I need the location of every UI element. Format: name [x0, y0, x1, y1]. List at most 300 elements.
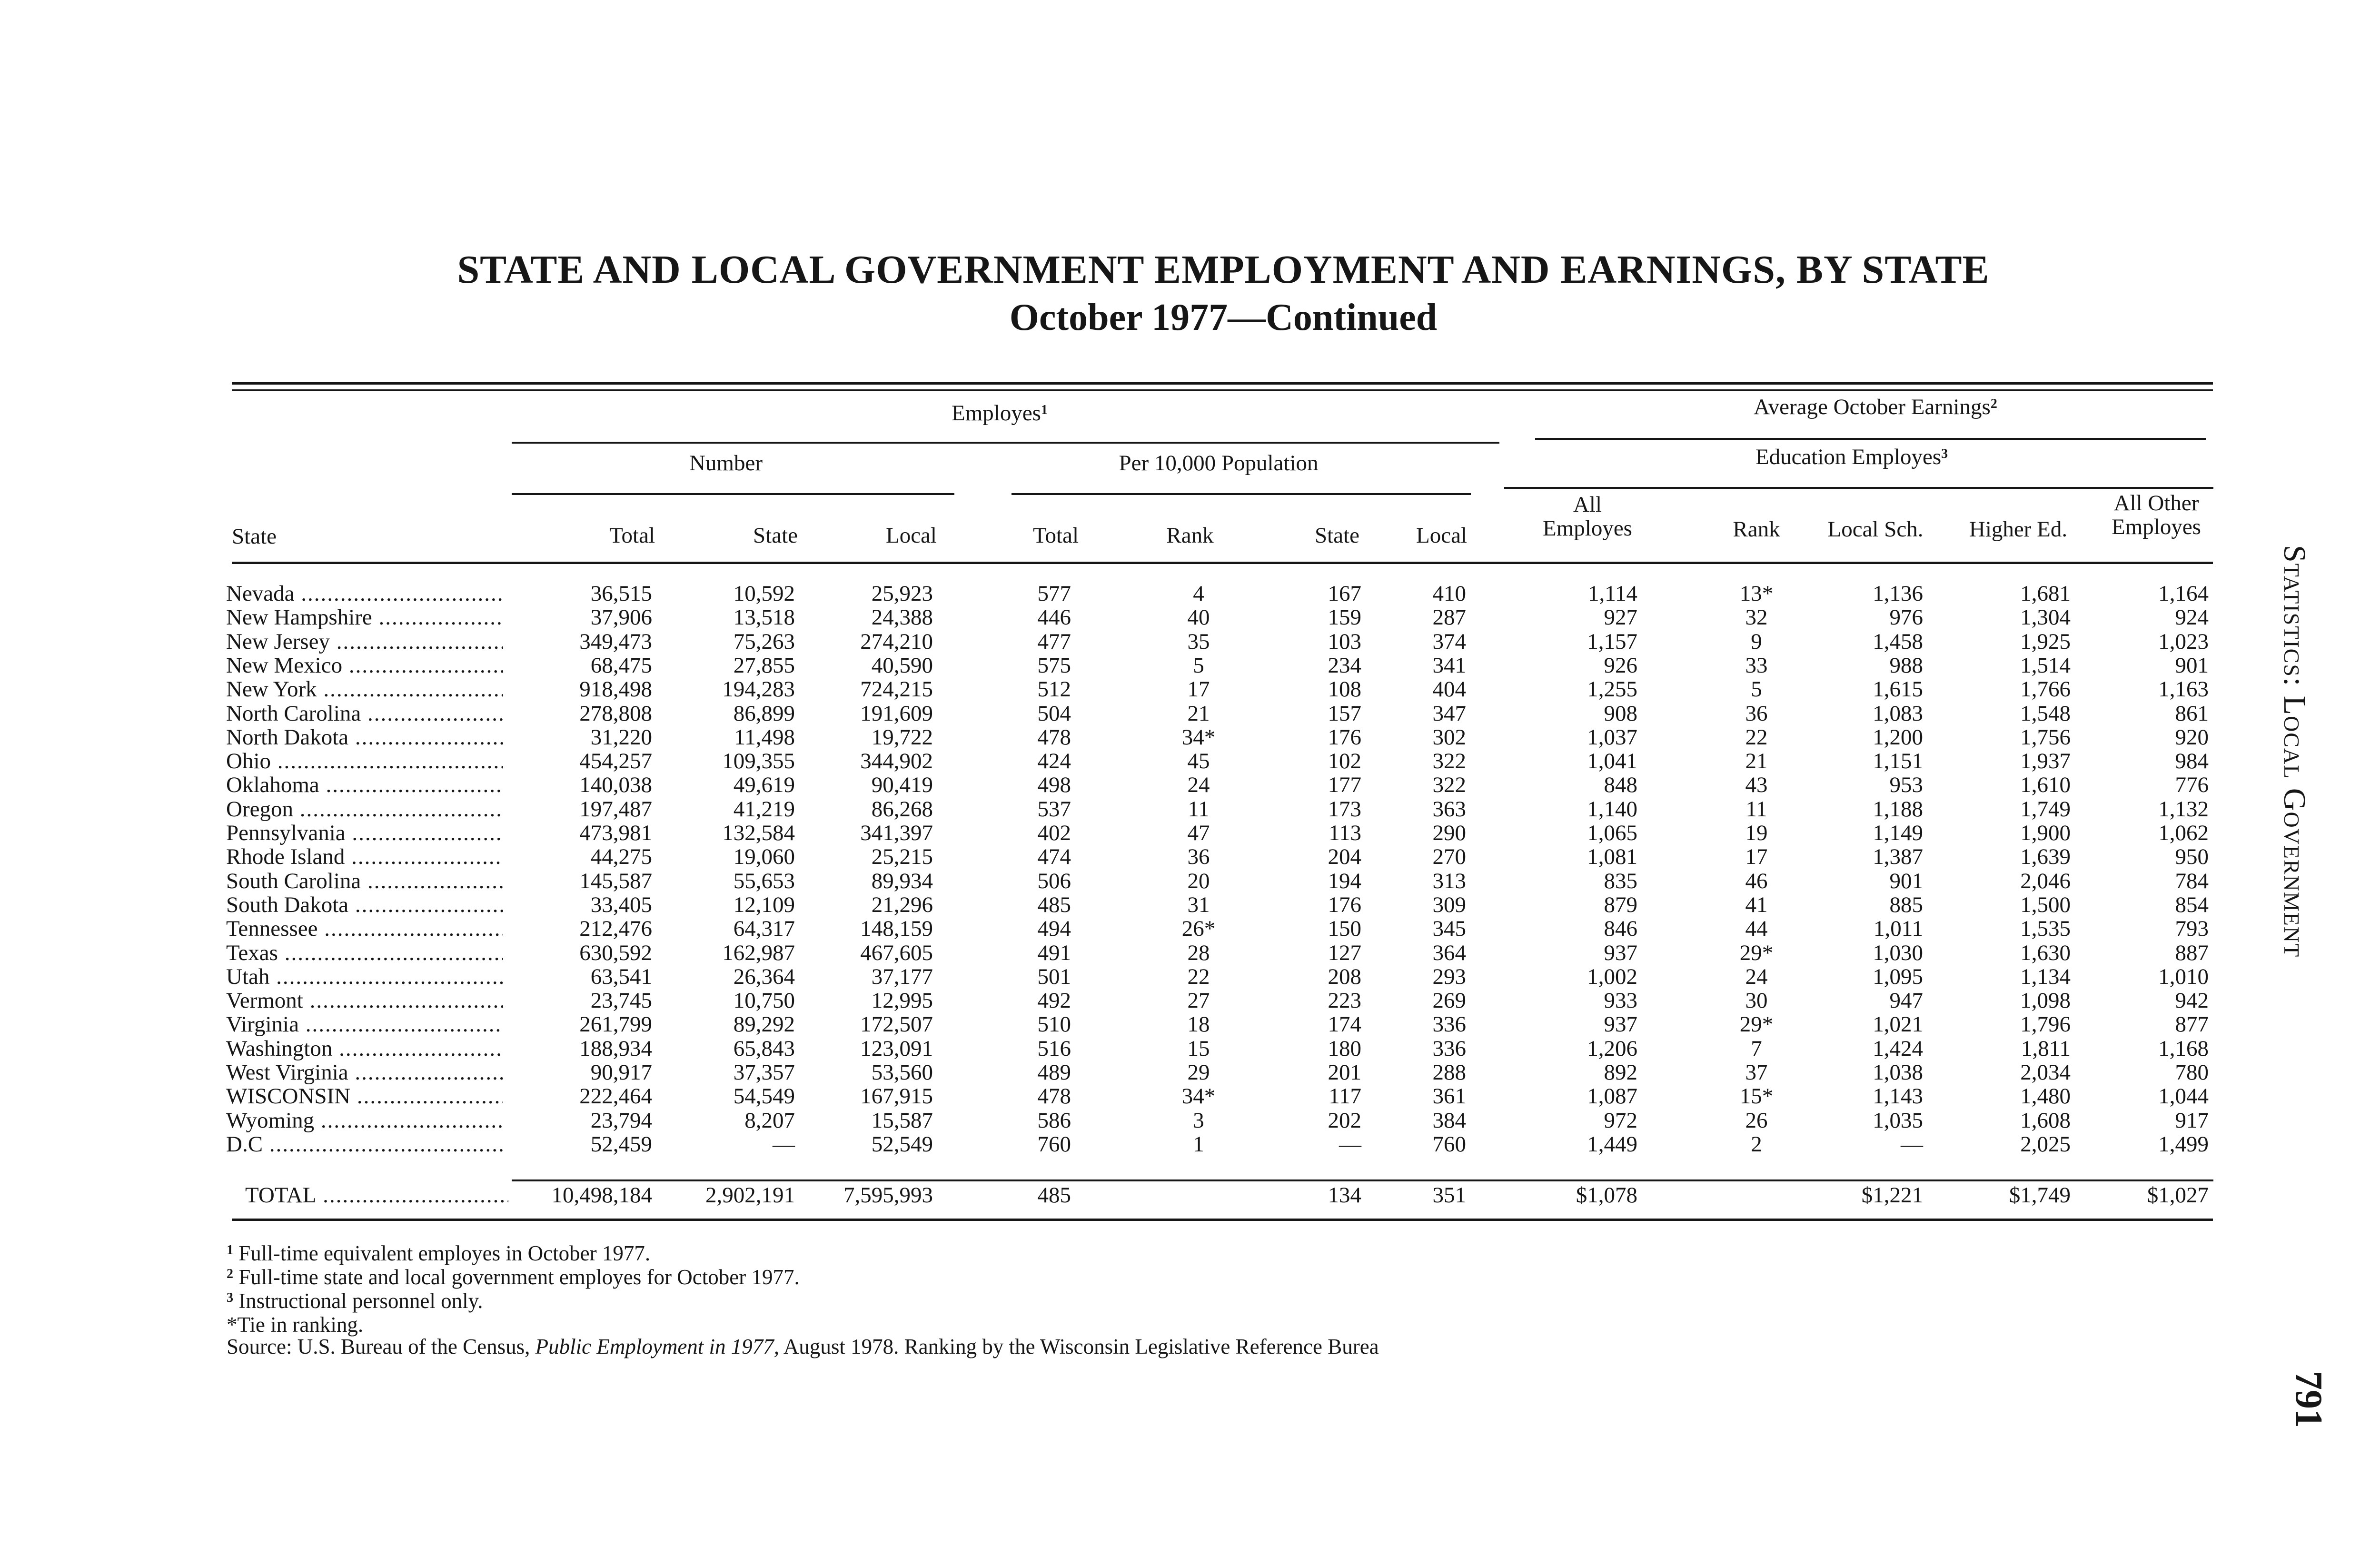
col-edu-rank-cell: 46 [1745, 869, 1768, 893]
col-local-sch-cell: 953 [1889, 773, 1923, 797]
col-state-num-cell: 65,843 [733, 1036, 795, 1061]
col-local-cell: 25,923 [871, 581, 933, 606]
col-per-local-cell: 322 [1432, 749, 1466, 773]
col-total-cell: 188,934 [579, 1036, 652, 1061]
state-name: Rhode Island ..... [226, 845, 503, 869]
state-name: North Dakota ..... [226, 725, 503, 749]
col-local-sch-cell: 947 [1889, 988, 1923, 1013]
col-local-cell: 25,215 [871, 844, 933, 869]
state-name: Oregon ..... [226, 797, 503, 821]
col-local-sch-cell: 1,424 [1873, 1036, 1923, 1061]
col-all-employes-cell: 892 [1604, 1060, 1637, 1085]
col-higher-ed-cell: 1,535 [2020, 916, 2071, 941]
header-bottom-rule [232, 562, 2213, 564]
col-state-num-cell: 86,899 [733, 701, 795, 726]
table-row [0, 582, 2380, 605]
col-per-state-cell: 177 [1328, 773, 1361, 797]
col-rank-cell: 5 [1193, 653, 1204, 678]
col-all-employes-cell: 908 [1604, 701, 1637, 726]
earnings-header [1628, 395, 2123, 419]
col-rank-cell: 20 [1187, 869, 1210, 893]
col-per-state-cell: 159 [1328, 605, 1361, 630]
col-edu-rank-cell: 11 [1745, 797, 1767, 822]
employes-sublabel: Employes [1543, 516, 1632, 541]
col-edu-rank-cell: 21 [1745, 749, 1768, 773]
col-all-employes-cell: 1,087 [1587, 1084, 1637, 1109]
col-local-cell: 274,210 [860, 629, 933, 654]
col-per-total-cell: 501 [1037, 964, 1071, 989]
total-rule-1 [512, 1179, 2213, 1181]
col-local-cell: 467,605 [860, 941, 933, 965]
col-per-local-cell: 341 [1432, 653, 1466, 678]
col-total-cell: 23,745 [590, 988, 652, 1013]
col-total-cell: 145,587 [579, 869, 652, 893]
col-edu-rank-cell: 7 [1751, 1036, 1762, 1061]
col-higher-ed-cell: 1,610 [2020, 773, 2071, 797]
col-all-other-cell: 1,132 [2158, 797, 2209, 822]
col-per-state-cell: 102 [1328, 749, 1361, 773]
col-state-num-cell: 8,207 [744, 1108, 795, 1133]
table-row [0, 1084, 2380, 1108]
col-local-sch-cell: 1,035 [1873, 1108, 1923, 1133]
col-higher-ed-cell: 1,098 [2020, 988, 2071, 1013]
col-rank-cell: 4 [1193, 581, 1204, 606]
col-rank-cell: 27 [1187, 988, 1210, 1013]
col-total-header: Total [609, 523, 655, 548]
col-local-sch-cell: — [1901, 1132, 1923, 1157]
col-local-header: Local [886, 523, 937, 548]
source-prefix: Source: U.S. Bureau of the Census, [227, 1335, 536, 1358]
col-all-other-cell: 776 [2175, 773, 2209, 797]
col-per-local-cell: 287 [1432, 605, 1466, 630]
footnote-mark: 3 [1941, 446, 1948, 461]
col-all-other-cell: 1,499 [2158, 1132, 2209, 1157]
col-higher-ed-cell: 1,500 [2020, 892, 2071, 917]
col-per-state-cell: 201 [1328, 1060, 1361, 1085]
col-per-total-cell: 577 [1037, 581, 1071, 606]
col-all-other-header [2094, 491, 2218, 539]
table-row [0, 989, 2380, 1012]
employes-label: Employes [952, 401, 1041, 426]
col-per-total-cell: 506 [1037, 869, 1071, 893]
col-local-sch-cell: 1,136 [1873, 581, 1923, 606]
col-local-sch-cell: 1,083 [1873, 701, 1923, 726]
col-local-cell: 123,091 [860, 1036, 933, 1061]
col-higher-ed-cell: 1,514 [2020, 653, 2071, 678]
col-rank-cell: 3 [1193, 1108, 1204, 1133]
col-edu-rank-cell: 29* [1739, 1012, 1774, 1037]
number-header: Number [689, 451, 763, 476]
col-local-cell: 86,268 [871, 797, 933, 822]
col-higher-ed-cell: 2,025 [2020, 1132, 2071, 1157]
col-all-other-cell: 793 [2175, 916, 2209, 941]
col-per-local-cell: 351 [1432, 1183, 1466, 1208]
col-per-local-cell: 293 [1432, 964, 1466, 989]
per-pop-rule [1012, 493, 1471, 495]
col-per-state-cell: 108 [1328, 677, 1361, 702]
col-local-cell: 344,902 [860, 749, 933, 773]
col-rank-cell: 31 [1187, 892, 1210, 917]
top-rule-1 [232, 382, 2213, 385]
col-local-cell: 191,609 [860, 701, 933, 726]
col-edu-rank-cell: 37 [1745, 1060, 1768, 1085]
col-all-employes-header [1509, 493, 1666, 540]
col-rank-cell: 45 [1187, 749, 1210, 773]
col-per-total-cell: 485 [1037, 892, 1071, 917]
col-all-other-cell: 1,163 [2158, 677, 2209, 702]
col-local-cell: 12,995 [871, 988, 933, 1013]
col-rank-cell: 11 [1188, 797, 1210, 822]
col-per-state-cell: — [1339, 1132, 1361, 1157]
all-other-label: All Other [2113, 491, 2199, 515]
col-edu-rank-cell: 17 [1745, 844, 1768, 869]
col-per-total-cell: 474 [1037, 844, 1071, 869]
state-name: Vermont ..... [226, 989, 503, 1012]
col-edu-rank-cell: 15* [1739, 1084, 1774, 1109]
col-per-total-cell: 537 [1037, 797, 1071, 822]
col-edu-rank-cell: 32 [1745, 605, 1768, 630]
col-local-sch-cell: 901 [1889, 869, 1923, 893]
col-local-sch-cell: 1,143 [1873, 1084, 1923, 1109]
col-all-other-cell: 917 [2175, 1108, 2209, 1133]
col-per-total-cell: 424 [1037, 749, 1071, 773]
footnote-mark: 3 [227, 1290, 233, 1305]
col-local-cell: 148,159 [860, 916, 933, 941]
footnote-2 [227, 1265, 800, 1289]
col-state-num-cell: 64,317 [733, 916, 795, 941]
col-local-cell: 89,934 [871, 869, 933, 893]
col-local-sch-cell: 1,458 [1873, 629, 1923, 654]
col-all-other-cell: 950 [2175, 844, 2209, 869]
col-all-employes-cell: 846 [1604, 916, 1637, 941]
footnote-mark: 2 [227, 1267, 233, 1281]
col-all-other-cell: 854 [2175, 892, 2209, 917]
col-total-cell: 37,906 [590, 605, 652, 630]
footnote-1 [227, 1241, 650, 1265]
col-per-local-cell: 361 [1432, 1084, 1466, 1109]
col-per-total-cell: 516 [1037, 1036, 1071, 1061]
col-edu-rank-cell: 44 [1745, 916, 1768, 941]
col-state-num-cell: 13,518 [733, 605, 795, 630]
col-per-state-cell: 194 [1328, 869, 1361, 893]
col-total-cell: 473,981 [579, 821, 652, 845]
col-higher-ed-cell: 1,925 [2020, 629, 2071, 654]
col-edu-rank-cell: 2 [1751, 1132, 1762, 1157]
col-higher-ed-cell: 1,639 [2020, 844, 2071, 869]
state-name: West Virginia ..... [226, 1060, 503, 1084]
col-higher-ed-cell: 1,134 [2020, 964, 2071, 989]
col-total-cell: 212,476 [579, 916, 652, 941]
state-name: TOTAL ..... [245, 1183, 508, 1207]
col-per-state-cell: 113 [1329, 821, 1361, 845]
col-per-state-cell: 150 [1328, 916, 1361, 941]
col-per-state-cell: 134 [1328, 1183, 1361, 1208]
col-per-local-cell: 270 [1432, 844, 1466, 869]
col-per-total-cell: 575 [1037, 653, 1071, 678]
table-row [0, 1012, 2380, 1036]
col-higher-ed-cell: 2,046 [2020, 869, 2071, 893]
col-per-local-cell: 322 [1432, 773, 1466, 797]
col-higher-ed-cell: 1,630 [2020, 941, 2071, 965]
number-rule [512, 493, 954, 495]
col-local-cell: 341,397 [860, 821, 933, 845]
col-local-cell: 15,587 [871, 1108, 933, 1133]
col-local-sch-cell: 1,038 [1873, 1060, 1923, 1085]
col-total-cell: 349,473 [579, 629, 652, 654]
col-per-state-cell: 167 [1328, 581, 1361, 606]
col-all-employes-cell: 927 [1604, 605, 1637, 630]
state-name: Ohio ..... [226, 749, 503, 773]
col-total-cell: 31,220 [590, 725, 652, 750]
col-per-local-cell: 288 [1432, 1060, 1466, 1085]
earnings-label: Average October Earnings [1754, 395, 1991, 419]
col-per-state-header: State [1315, 523, 1359, 548]
col-per-local-cell: 363 [1432, 797, 1466, 822]
col-local-cell: 37,177 [871, 964, 933, 989]
col-edu-rank-cell: 19 [1745, 821, 1768, 845]
footnote-3 [227, 1289, 483, 1313]
col-local-sch-cell: 1,030 [1873, 941, 1923, 965]
col-all-employes-cell: 937 [1604, 1012, 1637, 1037]
footnote-text: Full-time equivalent employes in October 1977. [238, 1241, 651, 1265]
state-name: Virginia ..... [226, 1012, 503, 1036]
col-local-sch-cell: 1,011 [1873, 916, 1923, 941]
col-local-cell: 724,215 [860, 677, 933, 702]
col-state-num-cell: 132,584 [722, 821, 795, 845]
col-per-local-cell: 302 [1432, 725, 1466, 750]
col-state-num-header: State [753, 523, 798, 548]
col-total-cell: 90,917 [590, 1060, 652, 1085]
col-all-employes-cell: 933 [1604, 988, 1637, 1013]
col-total-cell: 63,541 [590, 964, 652, 989]
col-rank-cell: 29 [1187, 1060, 1210, 1085]
col-all-other-cell: 861 [2175, 701, 2209, 726]
col-per-state-cell: 174 [1328, 1012, 1361, 1037]
col-state-num-cell: 55,653 [733, 869, 795, 893]
table-row [0, 677, 2380, 701]
source-note [227, 1335, 1379, 1358]
state-name: South Carolina ..... [226, 869, 503, 893]
col-all-employes-cell: 1,041 [1587, 749, 1637, 773]
col-all-other-cell: 877 [2175, 1012, 2209, 1037]
col-local-sch-cell: 1,095 [1873, 964, 1923, 989]
col-all-other-cell: 942 [2175, 988, 2209, 1013]
col-rank-cell: 15 [1187, 1036, 1210, 1061]
col-rank-cell: 21 [1187, 701, 1210, 726]
col-all-other-cell: 1,044 [2158, 1084, 2209, 1109]
col-all-employes-cell: 1,081 [1587, 844, 1637, 869]
col-all-employes-cell: $1,078 [1576, 1183, 1637, 1208]
col-edu-rank-header: Rank [1733, 517, 1780, 542]
col-per-total-cell: 446 [1037, 605, 1071, 630]
state-name: North Carolina ..... [226, 702, 503, 725]
col-total-cell: 222,464 [579, 1084, 652, 1109]
col-edu-rank-cell: 9 [1751, 629, 1762, 654]
col-rank-cell: 40 [1187, 605, 1210, 630]
col-all-other-cell: $1,027 [2147, 1183, 2209, 1208]
col-local-sch-cell: 885 [1889, 892, 1923, 917]
top-rule-2 [232, 389, 2213, 391]
col-higher-ed-cell: 1,304 [2020, 605, 2071, 630]
col-per-total-cell: 494 [1037, 916, 1071, 941]
state-name: South Dakota ..... [226, 893, 503, 917]
col-per-state-cell: 208 [1328, 964, 1361, 989]
col-all-other-cell: 1,168 [2158, 1036, 2209, 1061]
col-state-num-cell: 26,364 [733, 964, 795, 989]
state-name: D.C ..... [226, 1132, 503, 1156]
col-all-other-cell: 920 [2175, 725, 2209, 750]
col-local-cell: 90,419 [871, 773, 933, 797]
state-name: New York ..... [226, 677, 503, 701]
col-higher-ed-cell: 1,608 [2020, 1108, 2071, 1133]
state-name: WISCONSIN ..... [226, 1084, 503, 1108]
col-higher-ed-cell: 1,811 [2021, 1036, 2071, 1061]
footnote-mark: 1 [227, 1243, 233, 1258]
col-per-total-cell: 478 [1037, 1084, 1071, 1109]
col-per-state-cell: 234 [1328, 653, 1361, 678]
education-header [1699, 445, 2004, 469]
state-name: Texas ..... [226, 941, 503, 965]
col-rank-cell: 28 [1187, 941, 1210, 965]
col-all-employes-cell: 1,037 [1587, 725, 1637, 750]
col-edu-rank-cell: 30 [1745, 988, 1768, 1013]
col-all-employes-cell: 835 [1604, 869, 1637, 893]
col-all-employes-cell: 1,206 [1587, 1036, 1637, 1061]
table-row [0, 749, 2380, 773]
col-per-local-cell: 336 [1432, 1012, 1466, 1037]
footnote-text: Instructional personnel only. [238, 1289, 483, 1313]
employes-sublabel: Employes [2112, 515, 2201, 539]
earnings-rule [1535, 438, 2206, 440]
col-edu-rank-cell: 36 [1745, 701, 1768, 726]
col-rank-cell: 34* [1181, 1084, 1216, 1109]
col-total-cell: 454,257 [579, 749, 652, 773]
col-total-cell: 36,515 [590, 581, 652, 606]
col-all-employes-cell: 879 [1604, 892, 1637, 917]
col-local-cell: 19,722 [871, 725, 933, 750]
col-per-local-cell: 345 [1432, 916, 1466, 941]
col-edu-rank-cell: 22 [1745, 725, 1768, 750]
all-label: All [1573, 492, 1602, 517]
table-row [0, 702, 2380, 725]
state-name: New Mexico ..... [226, 654, 503, 677]
col-local-cell: 53,560 [871, 1060, 933, 1085]
col-per-total-cell: 504 [1037, 701, 1071, 726]
table-row [0, 1037, 2380, 1060]
col-local-sch-cell: 1,151 [1873, 749, 1923, 773]
col-all-employes-cell: 1,449 [1587, 1132, 1637, 1157]
col-edu-rank-cell: 13* [1739, 581, 1774, 606]
col-per-local-cell: 404 [1432, 677, 1466, 702]
col-rank-cell: 17 [1187, 677, 1210, 702]
page-number: 791 [2288, 1371, 2330, 1428]
page-subtitle: October 1977—Continued [1009, 297, 1438, 338]
col-rank-cell: 1 [1193, 1132, 1204, 1157]
table-row [0, 941, 2380, 965]
col-per-total-cell: 512 [1037, 677, 1071, 702]
col-rank-cell: 22 [1187, 964, 1210, 989]
col-total-cell: 23,794 [590, 1108, 652, 1133]
table-row [0, 845, 2380, 869]
table-row [0, 1060, 2380, 1084]
col-higher-ed-header: Higher Ed. [1969, 517, 2068, 542]
col-all-other-cell: 1,023 [2158, 629, 2209, 654]
col-local-cell: 167,915 [860, 1084, 933, 1109]
col-local-sch-cell: 1,615 [1873, 677, 1923, 702]
table-row [0, 605, 2380, 629]
col-state-num-cell: 12,109 [733, 892, 795, 917]
col-per-state-cell: 103 [1328, 629, 1361, 654]
col-state-num-cell: — [773, 1132, 795, 1157]
col-local-cell: 7,595,993 [843, 1183, 933, 1208]
state-name: Wyoming ..... [226, 1109, 503, 1132]
col-per-total-cell: 402 [1037, 821, 1071, 845]
col-per-total-cell: 491 [1037, 941, 1071, 965]
education-rule [1504, 487, 2213, 489]
col-state-num-cell: 75,263 [733, 629, 795, 654]
state-name: New Hampshire ..... [226, 605, 503, 629]
footnote-mark: 1 [1041, 403, 1048, 417]
col-all-employes-cell: 1,002 [1587, 964, 1637, 989]
table-row [0, 1109, 2380, 1132]
col-all-employes-cell: 1,255 [1587, 677, 1637, 702]
col-local-sch-cell: 976 [1889, 605, 1923, 630]
col-all-other-cell: 1,062 [2158, 821, 2209, 845]
col-all-employes-cell: 972 [1604, 1108, 1637, 1133]
state-name: New Jersey ..... [226, 630, 503, 654]
col-higher-ed-cell: 1,681 [2020, 581, 2071, 606]
col-state-num-cell: 109,355 [722, 749, 795, 773]
col-all-employes-cell: 1,157 [1587, 629, 1637, 654]
col-higher-ed-cell: $1,749 [2009, 1183, 2071, 1208]
col-all-employes-cell: 1,114 [1587, 581, 1637, 606]
col-edu-rank-cell: 33 [1745, 653, 1768, 678]
col-total-cell: 44,275 [590, 844, 652, 869]
table-row [0, 654, 2380, 677]
table-row [0, 630, 2380, 654]
col-all-employes-cell: 1,065 [1587, 821, 1637, 845]
col-state-num-cell: 89,292 [733, 1012, 795, 1037]
col-total-cell: 630,592 [579, 941, 652, 965]
table-row [0, 725, 2380, 749]
col-total-cell: 68,475 [590, 653, 652, 678]
col-all-other-cell: 887 [2175, 941, 2209, 965]
col-per-total-cell: 760 [1037, 1132, 1071, 1157]
col-per-local-cell: 347 [1432, 701, 1466, 726]
col-state-num-cell: 162,987 [722, 941, 795, 965]
employes-rule [512, 442, 1499, 444]
table-row [0, 917, 2380, 941]
col-state-num-cell: 2,902,191 [705, 1183, 795, 1208]
col-total-cell: 33,405 [590, 892, 652, 917]
col-per-state-cell: 202 [1328, 1108, 1361, 1133]
col-per-state-cell: 204 [1328, 844, 1361, 869]
col-rank-cell: 36 [1187, 844, 1210, 869]
footnote-text: Full-time state and local government employes for October 1977. [238, 1265, 800, 1289]
col-higher-ed-cell: 1,900 [2020, 821, 2071, 845]
state-name: Tennessee ..... [226, 917, 503, 941]
education-label: Education Employes [1755, 445, 1942, 469]
col-edu-rank-cell: 5 [1751, 677, 1762, 702]
col-rank-cell: 34* [1181, 725, 1216, 750]
col-state-num-cell: 41,219 [733, 797, 795, 822]
col-per-state-cell: 176 [1328, 892, 1361, 917]
side-running-header: Statistics: Local Government [2277, 545, 2312, 958]
col-per-local-cell: 309 [1432, 892, 1466, 917]
col-local-sch-header: Local Sch. [1827, 517, 1924, 542]
col-higher-ed-cell: 1,796 [2020, 1012, 2071, 1037]
col-per-local-cell: 290 [1432, 821, 1466, 845]
